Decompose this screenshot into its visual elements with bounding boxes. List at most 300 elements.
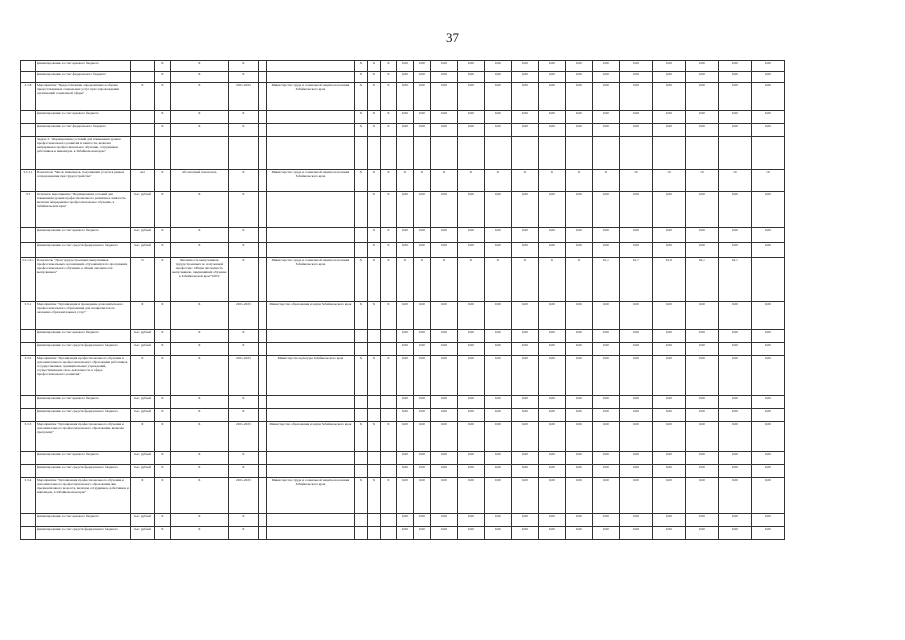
table-cell: 0,00 [619, 452, 652, 465]
table-cell: 0,00 [484, 356, 511, 396]
table-cell: X [228, 396, 258, 409]
table-cell: 0,00 [484, 514, 511, 527]
table-cell: абсолютный показатель [170, 170, 228, 192]
table-cell: 61,7 [619, 258, 652, 302]
table-row [21, 61, 785, 72]
table-cell: 0,00 [457, 343, 484, 356]
table-cell: X [380, 243, 396, 258]
table-cell: 0,00 [511, 83, 538, 111]
table-cell: 0,00 [457, 396, 484, 409]
table-cell: 0,00 [538, 343, 565, 356]
table-cell: 0,00 [619, 409, 652, 422]
table-cell: X [380, 124, 396, 137]
table-cell: X [354, 170, 367, 192]
table-row [21, 124, 785, 137]
table-cell: X [154, 228, 170, 243]
table-cell: X [354, 83, 367, 111]
table-cell: 0,00 [619, 243, 652, 258]
table-cell: 0,00 [538, 527, 565, 540]
table-cell: X [154, 478, 170, 514]
table-cell: 0,00 [538, 465, 565, 478]
table-cell: 0,00 [484, 343, 511, 356]
table-cell: 2021-2023 [228, 356, 258, 396]
table-cell: 0,00 [619, 228, 652, 243]
table-cell [354, 228, 367, 243]
table-cell [538, 137, 565, 170]
table-cell: 0,00 [565, 330, 592, 343]
table-cell [354, 330, 367, 343]
table-cell: 0,00 [430, 243, 457, 258]
table-cell: 0,00 [396, 72, 413, 83]
table-cell [258, 243, 266, 258]
table-cell: X [154, 396, 170, 409]
table-cell: X [457, 258, 484, 302]
table-cell: X [354, 111, 367, 124]
table-cell: 0,00 [619, 527, 652, 540]
table-cell [354, 243, 367, 258]
table-cell: финансирование за счет краевого бюджета [35, 111, 130, 124]
table-cell [266, 72, 354, 83]
table-cell: 0,00 [718, 356, 751, 396]
table-cell: 0,00 [592, 228, 619, 243]
table-cell: 0,00 [538, 192, 565, 228]
table-cell [258, 137, 266, 170]
table-cell: 0,00 [511, 422, 538, 452]
table-cell: 0,00 [396, 422, 413, 452]
table-cell [457, 137, 484, 170]
table-cell: 0,00 [538, 124, 565, 137]
table-cell: Показатель "Доля трудоустроенных выпускников профессиональных организаций, обучавшихся по программам профессионального обучения, в общей численности выпускников" [35, 258, 130, 302]
table-cell: 61,9 [652, 258, 685, 302]
table-cell: X [367, 192, 380, 228]
table-cell: 0,00 [396, 465, 413, 478]
table-cell [258, 514, 266, 527]
table-cell [21, 111, 36, 124]
table-cell: X [154, 356, 170, 396]
table-cell: X [154, 243, 170, 258]
table-row [21, 83, 785, 111]
table-cell: 0,00 [430, 343, 457, 356]
table-cell: 0,00 [413, 343, 430, 356]
table-cell: 0,00 [413, 478, 430, 514]
table-cell: X [511, 170, 538, 192]
table-cell: 0,00 [592, 465, 619, 478]
table-cell: финансирование за счет средств федерального бюджета [35, 409, 130, 422]
table-cell: X [154, 61, 170, 72]
table-row [21, 527, 785, 540]
table-cell: Мероприятие "Предоставление определенных и обычно предоставляемых социальных услуг при сопровождении организаций социальной сферы" [35, 83, 130, 111]
table-cell: 0,00 [484, 243, 511, 258]
table-cell: X [538, 258, 565, 302]
table-cell: 0,00 [511, 343, 538, 356]
table-row [21, 72, 785, 83]
table-cell: 2021-2023 [228, 422, 258, 452]
table-cell: 0,00 [718, 343, 751, 356]
table-cell: X [228, 514, 258, 527]
table-cell: X [228, 258, 258, 302]
table-cell: X [592, 170, 619, 192]
table-cell: 0,00 [751, 83, 784, 111]
table-cell [258, 170, 266, 192]
table-cell [751, 137, 784, 170]
table-cell: X [154, 124, 170, 137]
table-cell: 10 [718, 170, 751, 192]
table-cell: X [354, 302, 367, 330]
table-cell: 0,00 [538, 330, 565, 343]
table-cell: 0,00 [718, 243, 751, 258]
table-cell [258, 330, 266, 343]
table-cell: 0,00 [652, 343, 685, 356]
table-cell [21, 228, 36, 243]
table-cell: 0,00 [619, 422, 652, 452]
table-cell: X [367, 61, 380, 72]
table-cell: 0,00 [413, 409, 430, 422]
table-cell: X [228, 228, 258, 243]
table-cell: 0,00 [718, 452, 751, 465]
table-cell: X [228, 343, 258, 356]
table-cell: X [511, 258, 538, 302]
table-cell: Министерство культуры Забайкальского края [266, 356, 354, 396]
table-cell [367, 452, 380, 465]
table-cell: 0,00 [592, 478, 619, 514]
table-cell: 0,00 [565, 302, 592, 330]
table-cell: 3.3.1.1 [21, 170, 36, 192]
table-cell: 0,00 [592, 192, 619, 228]
table-cell [718, 137, 751, 170]
table-cell: 0,00 [396, 330, 413, 343]
table-cell [380, 137, 396, 170]
table-cell: 0,00 [538, 356, 565, 396]
table-cell: 0,00 [565, 478, 592, 514]
table-cell: 0,00 [685, 465, 718, 478]
table-cell [258, 356, 266, 396]
table-cell: 0,00 [565, 514, 592, 527]
table-cell: X [170, 452, 228, 465]
table-cell: 0,00 [718, 192, 751, 228]
table-cell: 0,00 [511, 111, 538, 124]
table-cell: тыс. рублей [130, 343, 154, 356]
table-cell: X [154, 330, 170, 343]
table-cell [380, 465, 396, 478]
table-cell [367, 330, 380, 343]
table-cell [21, 452, 36, 465]
table-cell: 0,00 [592, 124, 619, 137]
table-body [21, 61, 785, 540]
table-row [21, 343, 785, 356]
table-cell [258, 452, 266, 465]
table-cell: 0,00 [538, 478, 565, 514]
table-cell: 0,00 [565, 83, 592, 111]
table-cell: 0,00 [511, 243, 538, 258]
table-row [21, 243, 785, 258]
table-cell [258, 228, 266, 243]
table-cell [258, 409, 266, 422]
table-cell: 0,00 [484, 396, 511, 409]
table-cell: X [170, 72, 228, 83]
table-cell: 0,00 [396, 83, 413, 111]
table-cell: X [154, 527, 170, 540]
table-cell: X [380, 258, 396, 302]
table-cell: 2.1.8 [21, 83, 36, 111]
table-cell: X [154, 72, 170, 83]
table-cell: 0,00 [718, 330, 751, 343]
table-cell: 0,00 [652, 422, 685, 452]
table-cell: 0,00 [685, 61, 718, 72]
table-cell: 0,00 [565, 527, 592, 540]
table-cell: 0,00 [652, 61, 685, 72]
table-cell: 0,00 [538, 409, 565, 422]
table-cell: 0,00 [619, 396, 652, 409]
table-cell: 0,00 [592, 243, 619, 258]
table-cell: 0,00 [484, 72, 511, 83]
table-cell: 0,00 [413, 302, 430, 330]
program-table [20, 60, 785, 540]
table-cell: X [354, 356, 367, 396]
table-cell: 0,00 [592, 514, 619, 527]
table-cell: 0,00 [538, 243, 565, 258]
table-cell [380, 330, 396, 343]
table-cell: X [170, 527, 228, 540]
table-cell: 0,00 [396, 302, 413, 330]
table-cell: 0,00 [413, 527, 430, 540]
table-cell: 0,00 [565, 61, 592, 72]
table-cell: 0,00 [538, 302, 565, 330]
table-cell: 0,00 [484, 124, 511, 137]
table-cell: 62,1 [718, 258, 751, 302]
table-row [21, 137, 785, 170]
table-cell: 0,00 [396, 228, 413, 243]
table-cell: X [154, 514, 170, 527]
table-cell: 0,00 [685, 330, 718, 343]
table-cell: финансирование за счет средств федерального бюджета [35, 465, 130, 478]
table-cell: тыс. рублей [130, 409, 154, 422]
table-cell [130, 111, 154, 124]
table-cell: финансирование за счет средств федерального бюджета [35, 343, 130, 356]
table-cell: тыс. рублей [130, 243, 154, 258]
table-cell [266, 124, 354, 137]
table-cell: 0,00 [751, 514, 784, 527]
table-cell: 0,00 [511, 330, 538, 343]
table-cell: 0,00 [413, 330, 430, 343]
table-cell: 0,00 [430, 452, 457, 465]
table-cell: 0,00 [619, 330, 652, 343]
table-cell: 3.3.2 [21, 356, 36, 396]
table-cell: 0,00 [457, 243, 484, 258]
table-cell: 0,00 [592, 422, 619, 452]
table-cell: 0,00 [511, 228, 538, 243]
table-cell: 0,00 [430, 228, 457, 243]
table-cell: X [130, 478, 154, 514]
table-cell: X [228, 452, 258, 465]
table-cell: X [367, 258, 380, 302]
table-cell [367, 527, 380, 540]
table-cell: 0,00 [484, 61, 511, 72]
table-cell [266, 452, 354, 465]
table-cell: 0,00 [538, 422, 565, 452]
table-cell: 0,00 [484, 452, 511, 465]
table-cell: 0,00 [751, 422, 784, 452]
table-cell: X [170, 243, 228, 258]
table-cell: X [380, 192, 396, 228]
table-cell: 0,00 [396, 452, 413, 465]
table-cell: 0,00 [718, 514, 751, 527]
table-cell: 0,00 [430, 422, 457, 452]
table-cell [430, 137, 457, 170]
table-cell: финансирование за счет краевого бюджета [35, 228, 130, 243]
table-cell: 0,00 [457, 422, 484, 452]
table-row [21, 478, 785, 514]
table-cell: X [354, 478, 367, 514]
table-cell [354, 452, 367, 465]
table-cell: 0,00 [538, 72, 565, 83]
table-cell: 0,00 [457, 356, 484, 396]
table-cell: 0,00 [718, 302, 751, 330]
table-cell: 0,00 [484, 465, 511, 478]
table-cell [354, 343, 367, 356]
table-cell: 0,00 [413, 396, 430, 409]
table-cell: X [484, 170, 511, 192]
table-cell [380, 527, 396, 540]
table-cell: 0,00 [652, 527, 685, 540]
table-cell: X [367, 243, 380, 258]
table-cell: 0,00 [430, 396, 457, 409]
table-cell: 0,00 [619, 356, 652, 396]
table-cell: тыс. рублей [130, 465, 154, 478]
table-cell: 0,00 [718, 409, 751, 422]
table-cell: 0,00 [685, 83, 718, 111]
table-cell [258, 192, 266, 228]
table-cell: 0,00 [430, 527, 457, 540]
table-cell: X [354, 258, 367, 302]
table-cell: 3.3.1 [21, 302, 36, 330]
table-cell: X [228, 192, 258, 228]
table-row [21, 356, 785, 396]
table-cell: X [170, 124, 228, 137]
table-cell: 0,00 [511, 124, 538, 137]
table-cell: 10 [652, 170, 685, 192]
table-cell: X [154, 465, 170, 478]
table-cell: финансирование за счет краевого бюджета [35, 514, 130, 527]
table-cell: 0,00 [652, 330, 685, 343]
table-cell: X [354, 72, 367, 83]
table-cell: 0,00 [511, 72, 538, 83]
table-cell: 0,00 [718, 111, 751, 124]
table-cell: 0,00 [685, 356, 718, 396]
table-cell: 0,00 [430, 61, 457, 72]
table-cell: 0,00 [619, 465, 652, 478]
table-cell: X [154, 452, 170, 465]
table-cell: X [228, 61, 258, 72]
table-cell: Задача 3. "Формирование условий для повышения уровня профессионального развития и занятости, включая непрерывное профессиональное обучение, сотрудников, работников и инвалидов, в Забайкальском крае" [35, 137, 130, 170]
table-cell: 0,00 [430, 72, 457, 83]
table-cell: 0,00 [751, 409, 784, 422]
table-cell: 0,00 [396, 478, 413, 514]
table-cell: 0,00 [511, 478, 538, 514]
table-cell: финансирование за счет краевого бюджета [35, 452, 130, 465]
table-cell [565, 137, 592, 170]
table-row [21, 258, 785, 302]
table-cell: 0,00 [718, 72, 751, 83]
table-cell [258, 124, 266, 137]
table-cell: X [565, 258, 592, 302]
table-cell [367, 343, 380, 356]
table-cell: 0,00 [457, 83, 484, 111]
table-cell: 0,00 [430, 356, 457, 396]
table-cell: 0,00 [718, 422, 751, 452]
table-cell: 0,00 [565, 343, 592, 356]
table-cell: 0,00 [751, 527, 784, 540]
table-cell [380, 396, 396, 409]
table-cell: 0,00 [592, 111, 619, 124]
table-cell [354, 137, 367, 170]
table-cell: 3.3 [21, 192, 36, 228]
table-cell: Министерство труда и социальной защиты населения Забайкальского края [266, 258, 354, 302]
table-cell: X [170, 409, 228, 422]
table-cell: 0,00 [457, 228, 484, 243]
table-cell: 0,00 [652, 396, 685, 409]
table-cell: 0,00 [430, 478, 457, 514]
table-cell [266, 192, 354, 228]
table-cell: 0,00 [538, 61, 565, 72]
table-cell: 0,00 [652, 452, 685, 465]
table-cell: 0,00 [457, 330, 484, 343]
table-cell [21, 137, 36, 170]
table-cell: 0,00 [565, 192, 592, 228]
table-cell [21, 330, 36, 343]
table-cell: 0,00 [619, 478, 652, 514]
table-cell [258, 302, 266, 330]
table-cell: X [228, 409, 258, 422]
table-cell: Мероприятие "Организация профессионального обучения и дополнительного профессионального образования лиц предпенсионного возраста, включая сотрудников, работников и инвалидов, в Забайкальском крае" [35, 478, 130, 514]
table-cell: 0,00 [565, 356, 592, 396]
table-cell: X [484, 258, 511, 302]
table-cell: 0,00 [685, 422, 718, 452]
table-cell: 0,00 [511, 396, 538, 409]
table-cell: финансирование за счет краевого бюджета [35, 330, 130, 343]
table-cell: X [228, 243, 258, 258]
table-cell: тыс. рублей [130, 527, 154, 540]
table-cell: X [380, 83, 396, 111]
table-cell: 0,00 [652, 478, 685, 514]
table-cell: 0,00 [619, 514, 652, 527]
table-cell [367, 396, 380, 409]
table-cell: 0,00 [565, 409, 592, 422]
table-cell [258, 72, 266, 83]
table-cell: 10 [751, 170, 784, 192]
table-cell: 0,00 [592, 302, 619, 330]
table-cell: 2021-2023 [228, 302, 258, 330]
table-cell: 0,00 [396, 527, 413, 540]
table-cell: 0,00 [413, 243, 430, 258]
table-cell: 0,00 [619, 72, 652, 83]
table-row [21, 111, 785, 124]
table-cell: X [170, 465, 228, 478]
table-cell: Показатель "Число инвалидов, получивших услуги в рамках сопровождения при трудоустройстве" [35, 170, 130, 192]
table-cell [354, 409, 367, 422]
table-cell: 0,00 [685, 243, 718, 258]
table-cell: X [170, 356, 228, 396]
table-cell: 0,00 [619, 302, 652, 330]
table-cell: 0,00 [619, 343, 652, 356]
table-cell: X [354, 422, 367, 452]
table-cell [751, 258, 784, 302]
table-cell: X [430, 170, 457, 192]
table-row [21, 170, 785, 192]
table-cell: финансирование за счет федерального бюджета [35, 124, 130, 137]
table-cell [619, 137, 652, 170]
table-cell: 0,00 [565, 452, 592, 465]
table-cell: 0,00 [413, 356, 430, 396]
